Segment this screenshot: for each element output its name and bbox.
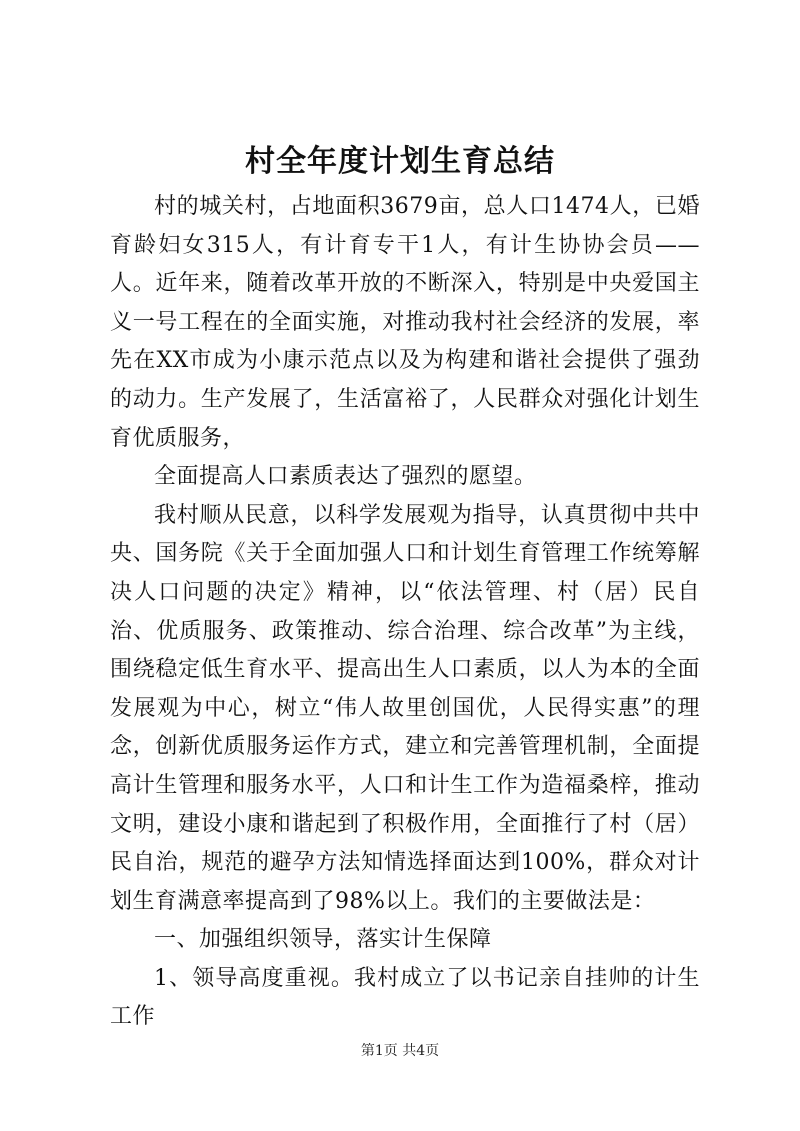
page-number-footer: 第1页 共4页: [360, 1043, 440, 1059]
document-body: [110, 188, 700, 1037]
paragraph-approach: 我村顺从民意，以科学发展观为指导，认真贯彻中共中央、国务院《关于全面加强人口和计划生育管理工作统筹解决人口问题的决定》精神，以“依法管理、村（居）民自治、优质服务、政策推动、综合治理、综合改革”为主线，围绕稳定低生育水平、提高出生人口素质，以人为本的全面发展观为中心，树立“伟人故里创国优，人民得实惠”的理念，创新优质服务运作方式，建立和完善管理机制，全面提高计生管理和服务水平，人口和计生工作为造福桑梓，推动文明，建设小康和谐起到了积极作用，全面推行了村（居）民自治，规范的避孕方法知情选择面达到100%，群众对计划生育满意率提高到了98%以上。我们的主要做法是：: [110, 502, 700, 914]
section-heading-1: 一、加强组织领导，落实计生保障: [154, 927, 492, 953]
paragraph-intro: 村的城关村，占地面积3679亩，总人口1474人，已婚育龄妇女315人，有计育专干1人，有计生协协会员——人。近年来，随着改革开放的不断深入，特别是中央爱国主义一号工程在的全面实施，对推动我村社会经济的发展，率先在XX市成为小康示范点以及为构建和谐社会提供了强劲的动力。生产发展了，生活富裕了，人民群众对强化计划生育优质服务，: [110, 194, 700, 451]
paragraph-intro-continued: 全面提高人口素质表达了强烈的愿望。: [154, 464, 537, 490]
document-title: 村全年度计划生育总结: [245, 144, 555, 179]
subsection-1: 1、领导高度重视。我村成立了以书记亲自挂帅的计生工作: [110, 965, 700, 1030]
